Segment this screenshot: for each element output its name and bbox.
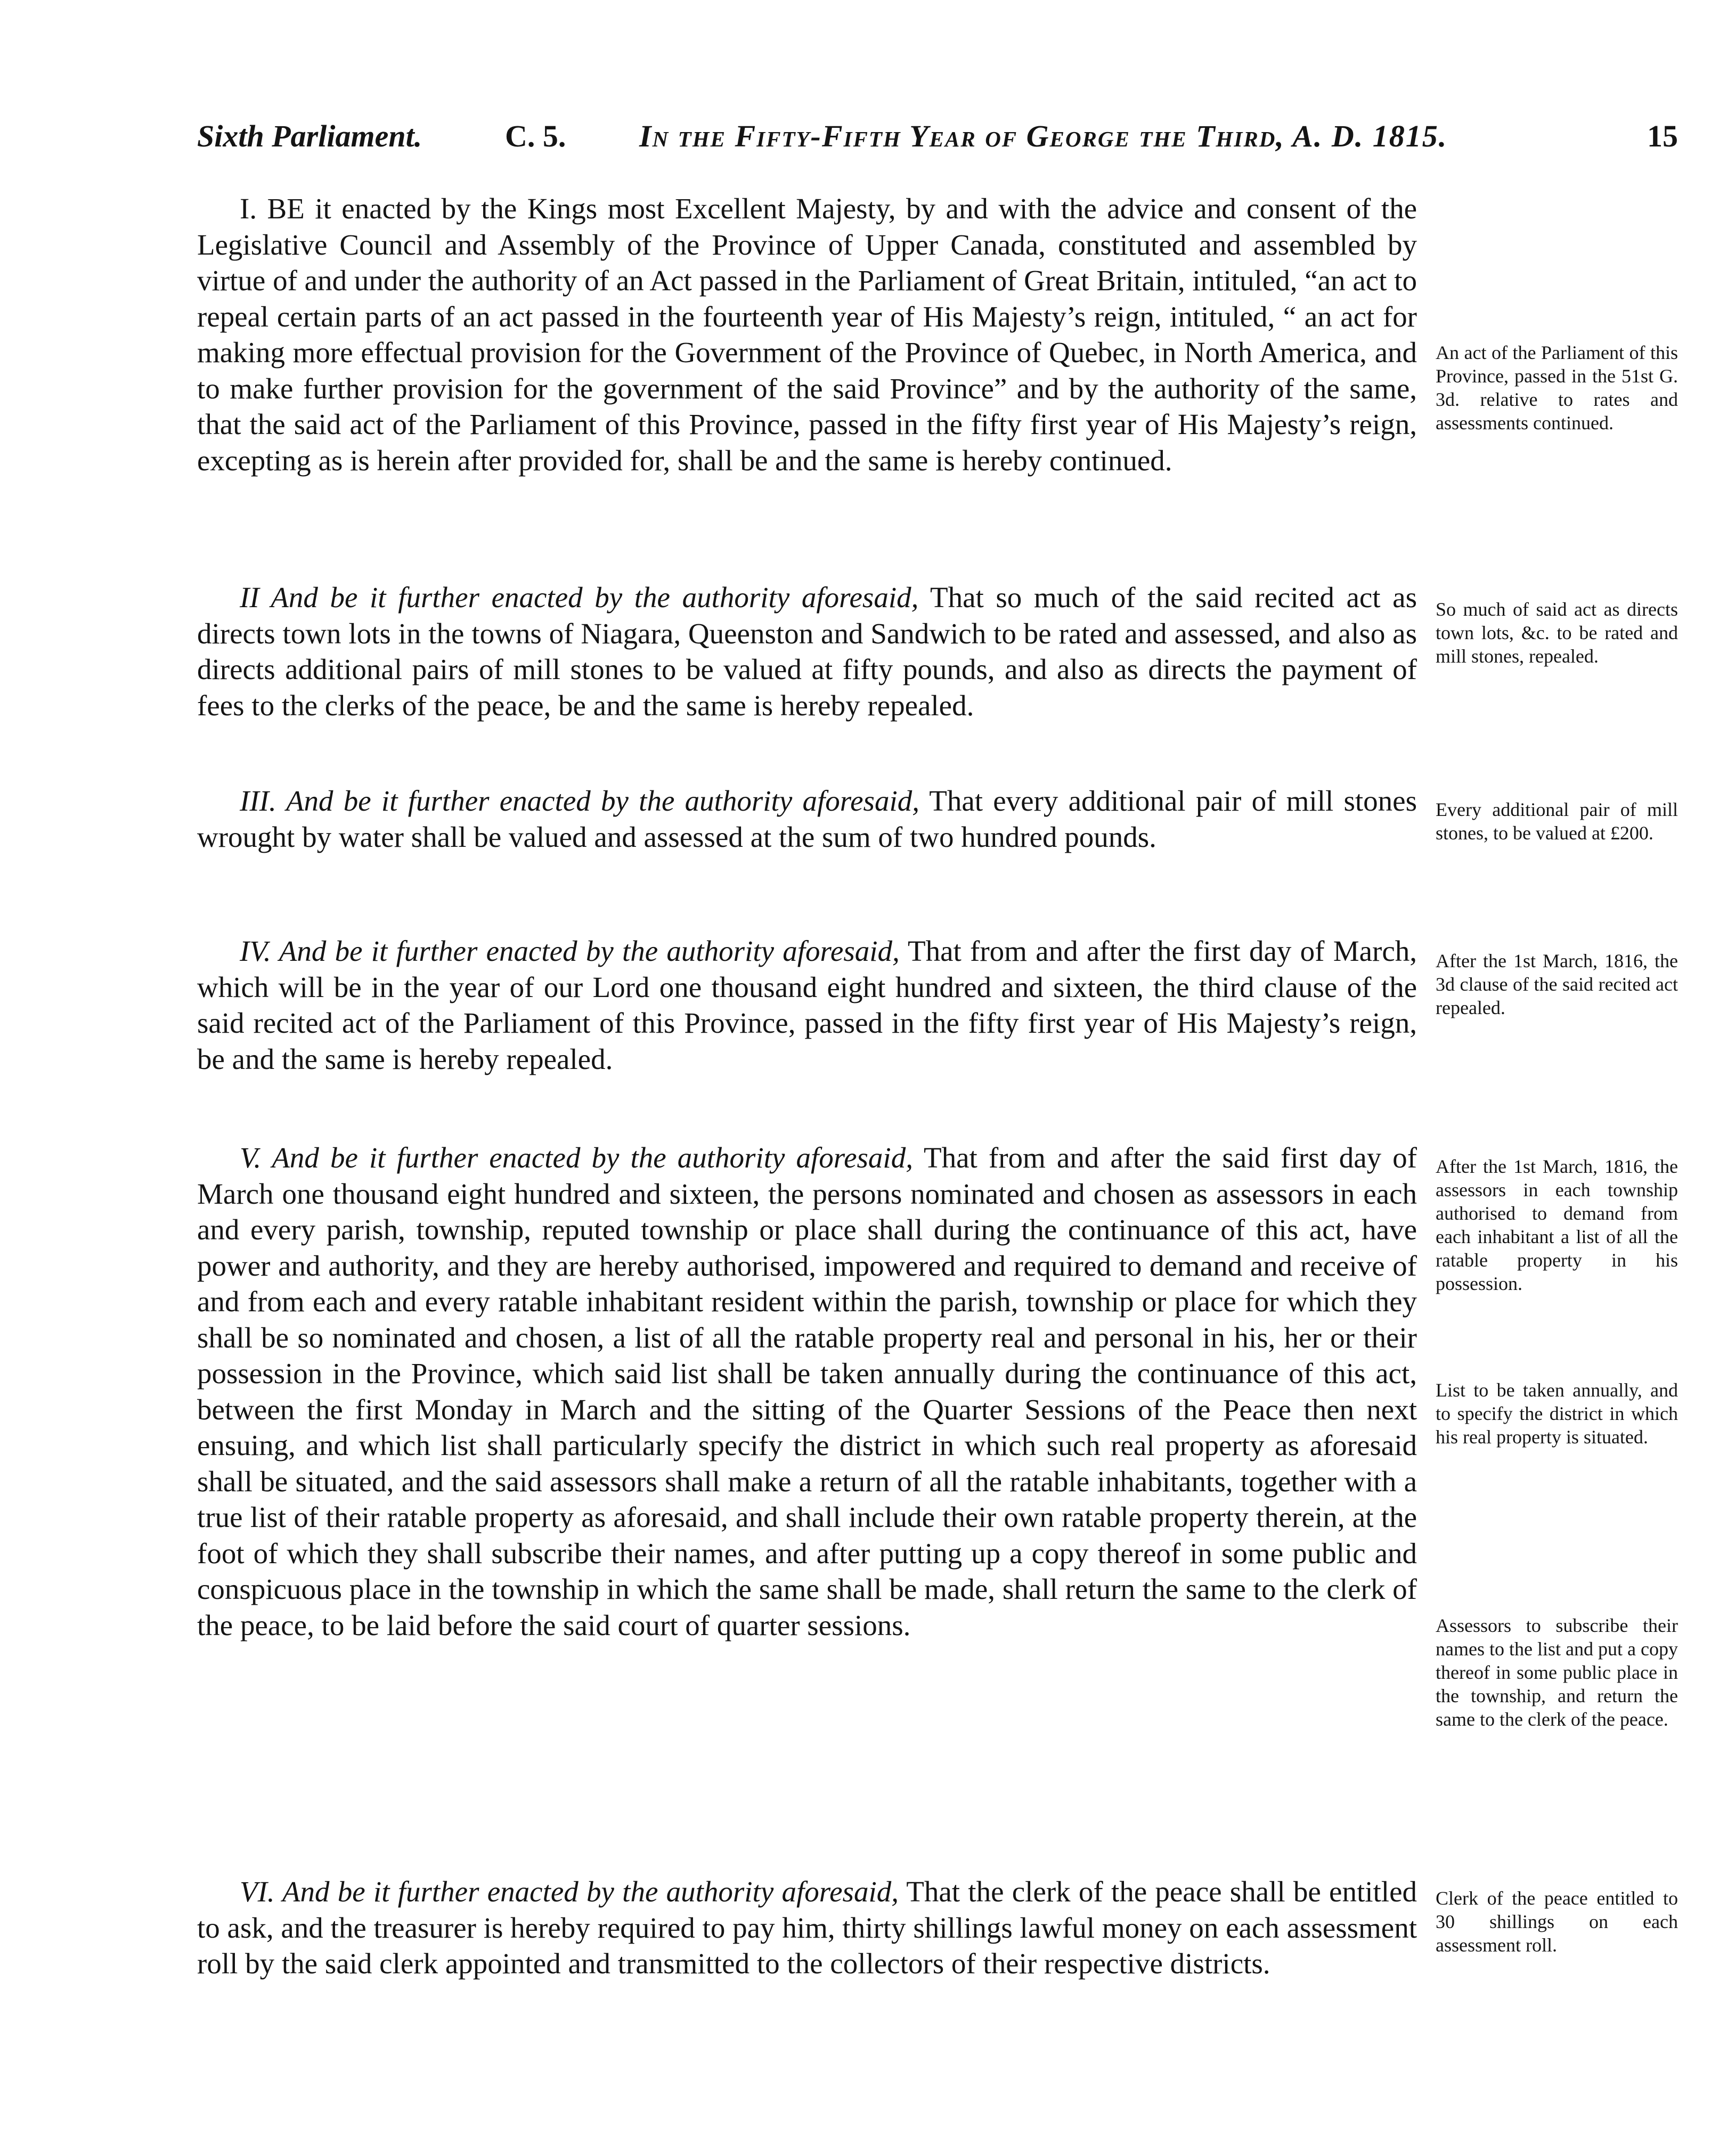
section-4-text (197, 933, 1417, 1077)
margin-note: After the 1st March, 1816, the assessors in each township authorised to demand from each inhabitant a list of all the ratable property in his possession. (1436, 1156, 1678, 1294)
section-body: That the clerk of the peace shall be entitled to ask, and the treasurer is hereby required to pay him, thirty shillings lawful money on each assessment roll by the said clerk appointed and transmitted to the collectors of their respective districts. (197, 1875, 1417, 1980)
section-lead: IV. And be it further enacted by the authority aforesaid, (240, 935, 900, 967)
section-body: That from and after the first day of March, which will be in the year of our Lord one thousand eight hundred and sixteen, the third clause of the said recited act of the Parliament of this Province, passed in the fifty first year of His Majesty’s reign, be and the same is hereby repealed. (197, 935, 1417, 1075)
section-2-text (197, 579, 1417, 723)
header-parliament: Sixth Parliament. (197, 119, 422, 153)
section-1-text (197, 191, 1417, 478)
section-lead: V. And be it further enacted by the authority aforesaid, (240, 1141, 913, 1174)
margin-note: Assessors to subscribe their names to the list and put a copy thereof in some public place in the township, and return the same to the clerk of the peace. (1436, 1615, 1678, 1730)
section-body: I. BE it enacted by the Kings most Excellent Majesty, by and with the advice and consent of the Legislative Council and Assembly of the Province of Upper Canada, constituted and assembled by virtue of and under the authority of an Act passed in the Parliament of Great Britain, intituled, “an act to repeal certain parts of an act passed in the fourteenth year of His Majesty’s reign, intituled, “ an act for making more effectual provision for the Government of the Province of Quebec, in North America, and to make further provision for the government of the said Province” and by the authority of the same, that the said act of the Parliament of this Province, passed in the fifty first year of His Majesty’s reign, excepting as is herein after provided for, shall be and the same is hereby continued. (197, 192, 1417, 477)
section-6-text (197, 1874, 1417, 1982)
section-body: That from and after the said first day of March one thousand eight hundred and sixteen, the persons nominated and chosen as assessors in each and every parish, township, reputed township or place shall during the continuance of this act, have power and authority, and they are hereby authorised, impowered and required to demand and receive of and from each and every ratable inhabitant resident within the parish, township or place for which they shall be so nominated and chosen, a list of all the ratable property real and personal in his, her or their possession in the Province, which said list shall be taken annually during the continuance of this act, between the first Monday in March and the sitting of the Quarter Sessions of the Peace then next ensuing, and which list shall particularly specify the district in which such real property as aforesaid shall be situated, and the said assessors shall make a return of all the ratable inhabitants, together with a true list of their ratable property as aforesaid, and shall include their own ratable property therein, at the foot of which they shall subscribe their names, and after putting up a copy thereof in some public and conspicuous place in the township in which the same shall be made, shall return the same to the clerk of the peace, to be laid before the said court of quarter sessions. (197, 1141, 1417, 1642)
header-chapter: C. 5. (505, 119, 566, 153)
section-lead: II And be it further enacted by the authority aforesaid, (240, 581, 919, 614)
page-number: 15 (1647, 119, 1678, 153)
section-body: That so much of the said recited act as directs town lots in the towns of Niagara, Queenston and Sandwich to be rated and assessed, and also as directs additional pairs of mill stones to be valued at fifty pounds, and also as directs the payment of fees to the clerks of the peace, be and the same is hereby repealed. (197, 581, 1417, 722)
margin-note: After the 1st March, 1816, the 3d clause of the said recited act repealed. (1436, 950, 1678, 1018)
margin-note: So much of said act as directs town lots, &c. to be rated and mill stones, repealed. (1436, 599, 1678, 667)
margin-note: An act of the Parliament of this Province, passed in the 51st G. 3d. relative to rates and assessments continued. (1436, 342, 1678, 434)
section-body: That every additional pair of mill stones wrought by water shall be valued and assessed at the sum of two hundred pounds. (197, 785, 1417, 853)
section-lead: VI. And be it further enacted by the authority aforesaid, (240, 1875, 899, 1908)
running-header (197, 118, 1678, 161)
section-3-text (197, 783, 1417, 855)
margin-note: List to be taken annually, and to specify the district in which his real property is situated. (1436, 1379, 1678, 1448)
section-5-text (197, 1140, 1417, 1643)
margin-note: Every additional pair of mill stones, to be valued at £200. (1436, 799, 1678, 844)
margin-note: Clerk of the peace entitled to 30 shillings on each assessment roll. (1436, 1888, 1678, 1956)
section-lead: III. And be it further enacted by the authority aforesaid, (240, 785, 919, 817)
header-title: In the Fifty-Fifth Year of George the Third, A. D. 1815. (639, 119, 1448, 153)
